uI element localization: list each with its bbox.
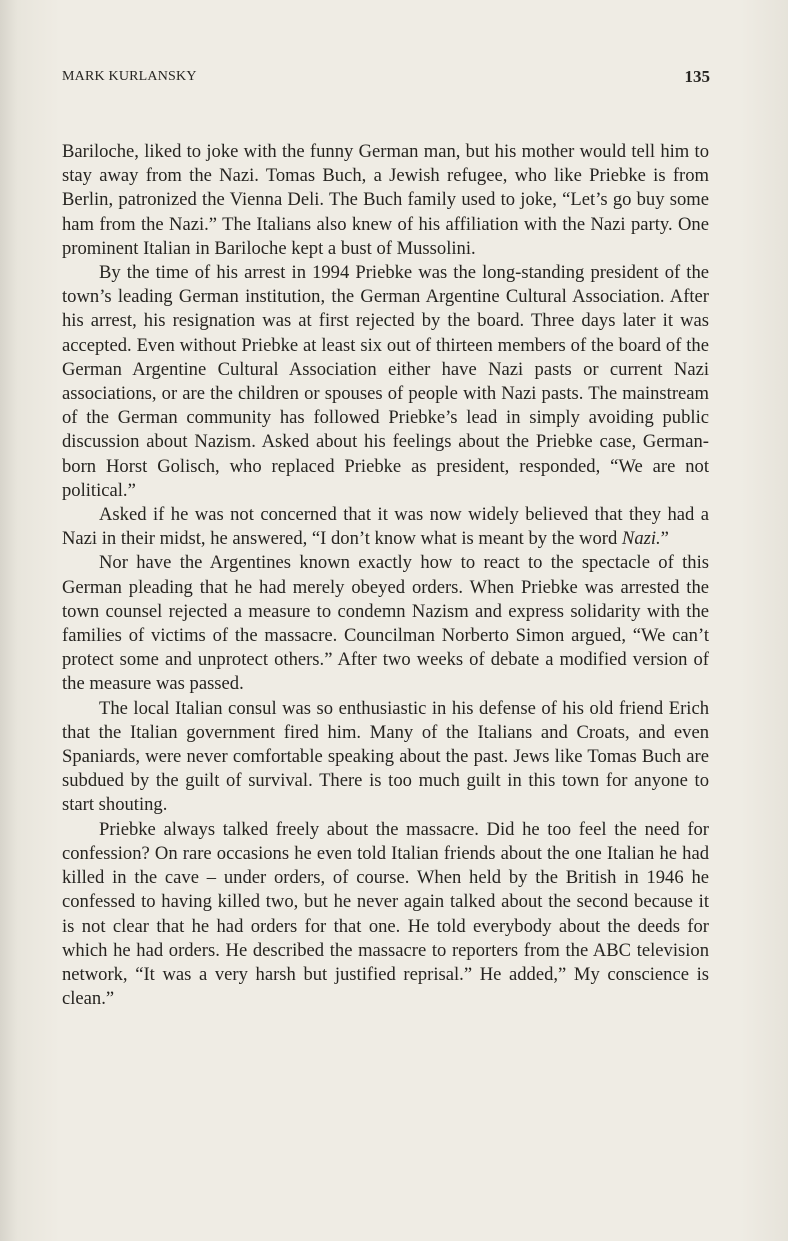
paragraph-3-closing-quote: ”	[660, 528, 669, 550]
paragraph-5: The local Italian consul was so enthusiastic in his defense of his old friend Erich that the Italian government fired him. Many of the Italians and Croats, and even Spaniards, were never comfortable speaking about the past. Jews like Tomas Buch are subdued by the guilt of survival. There is too much guilt in this town for anyone to start shouting.	[62, 697, 709, 816]
running-head	[62, 69, 710, 91]
paragraph-3-end	[622, 528, 669, 549]
paragraph-3-text: Asked if he was not concerned that it was now widely believed that they had a Nazi in their midst, he answered, “I don’t know what is meant by the word	[62, 504, 709, 550]
paragraph-1: Bariloche, liked to joke with the funny German man, but his mother would tell him to stay away from the Nazi. Tomas Buch, a Jewish refugee, who like Priebke is from Berlin, patronized the Vienna Deli. The Buch family used to joke, “Let’s go buy some ham from the Nazi.” The Italians also knew of his affiliation with the Nazi party. One prominent Italian in Bariloche kept a bust of Mussolini.	[62, 141, 709, 259]
paragraph-2: By the time of his arrest in 1994 Priebke was the long-standing president of the town’s leading German institution, the German Argentine Cultural Association. After his arrest, his resignation was at first rejected by the board. Three days later it was accepted. Even without Priebke at least six out of thirteen members of the board of the German Argentine Cultural Association either have Nazi pasts or current Nazi associations, or are the children or spouses of people with Nazi pasts. The mainstream of the German community has followed Priebke’s lead in simply avoiding public discussion about Nazism. Asked about his feelings about the Priebke case, German-born Horst Golisch, who replaced Priebke as president, responded, “We are not political.”	[62, 262, 709, 501]
page-number: 135	[684, 67, 710, 86]
italic-word-nazi: Nazi.	[621, 528, 661, 550]
paragraph-3	[62, 503, 709, 551]
paragraph-4: Nor have the Argentines known exactly how to react to the spectacle of this German pleading that he had merely obeyed orders. When Priebke was arrested the town counsel rejected a measure to condemn Nazism and express solidarity with the families of victims of the massacre. Councilman Norberto Simon argued, “We can’t protect some and unprotect others.” After two weeks of debate a modified version of the measure was passed.	[62, 552, 709, 695]
body-text	[62, 140, 709, 1011]
running-head-author: MARK KURLANSKY	[62, 69, 197, 84]
paragraph-6: Priebke always talked freely about the massacre. Did he too feel the need for confession? On rare occasions he even told Italian friends about the one Italian he had killed in the cave – under orders, of course. When held by the British in 1946 he confessed to having killed two, but he never again talked about the second because it is not clear that he had orders for that one. He told everybody about the deeds for which he had orders. He described the massacre to reporters from the ABC television network, “It was a very harsh but justified reprisal.” He added,” My conscience is clean.”	[62, 818, 709, 1010]
